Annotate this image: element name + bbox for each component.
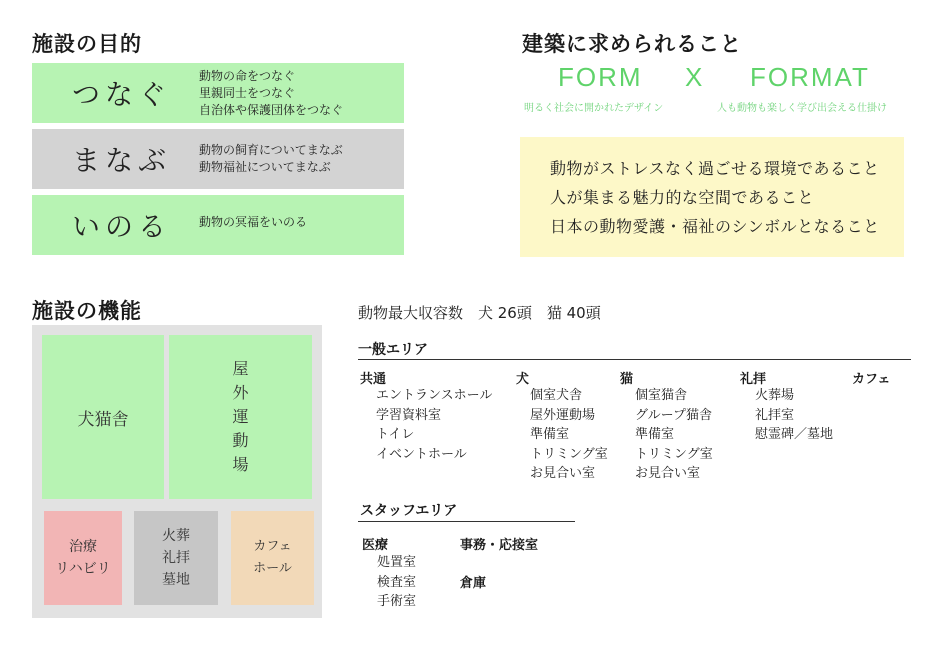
purpose-lines: [199, 68, 343, 119]
column-head-cafe: カフェ: [852, 372, 891, 387]
purpose-lines: [199, 142, 343, 176]
list-item: お見合い室: [530, 466, 596, 481]
list-item: 個室猫舎: [635, 388, 688, 403]
purpose-word: いのる: [72, 210, 172, 243]
room-medical: [44, 511, 122, 605]
room-memorial: [134, 511, 218, 605]
purpose-line: 動物の飼育についてまなぶ: [199, 143, 343, 157]
room-label: カフェ: [253, 539, 292, 554]
column-head-common: 共通: [360, 372, 387, 387]
list-item: お見合い室: [635, 466, 701, 481]
column-head-dog: 犬: [516, 372, 530, 387]
purpose-line: 自治体や保護団体をつなぐ: [199, 103, 344, 117]
room-dog-cat-house: [42, 335, 164, 499]
room-outdoor-exercise: [169, 335, 312, 499]
room-label-char: 場: [232, 455, 249, 474]
room-label-char: 屋: [232, 359, 249, 378]
list-item: 学習資料室: [376, 407, 442, 423]
column-head-medical: 医療: [362, 538, 389, 553]
list-item: グループ猫舎: [635, 407, 712, 423]
purpose-lines: [199, 214, 307, 231]
room-label-char: 運: [232, 407, 249, 426]
staff-area-title: スタッフエリア: [360, 503, 458, 519]
list-item: イベントホール: [376, 446, 467, 462]
column-list-dog: [530, 386, 608, 484]
column-head-cat: 猫: [620, 372, 634, 387]
room-label: 礼拝: [162, 550, 190, 566]
room-label: ホール: [253, 561, 292, 576]
requirement-line: 人が集まる魅力的な空間であること: [550, 188, 815, 207]
list-item: エントランスホール: [376, 388, 493, 403]
room-label: 治療: [69, 539, 97, 555]
form-heading: FORM: [558, 62, 643, 92]
column-list-worship: [755, 386, 833, 445]
list-item: 処置室: [377, 555, 417, 570]
list-item: 屋外運動場: [530, 407, 596, 423]
function-title: 施設の機能: [32, 299, 142, 323]
format-caption: 人も動物も楽しく学び出会える仕掛け: [717, 103, 887, 114]
list-item: 礼拝室: [755, 407, 795, 423]
purpose-card-inoru: [32, 195, 404, 255]
list-item: 個室犬舎: [530, 388, 583, 403]
purpose-word: つなぐ: [72, 78, 172, 111]
list-item: トリミング室: [635, 446, 713, 462]
concept-title: 建築に求められること: [522, 32, 742, 56]
list-item: トリミング室: [530, 446, 608, 462]
form-caption: 明るく社会に開かれたデザイン: [524, 103, 664, 114]
requirement-line: 動物がストレスなく過ごせる環境であること: [550, 159, 880, 178]
column-list-cat: [635, 386, 713, 484]
capacity-text: 動物最大収容数 犬 26頭 猫 40頭: [358, 304, 601, 322]
list-item: 火葬場: [755, 388, 795, 403]
purpose-word: まなぶ: [72, 144, 172, 177]
room-label-char: 外: [232, 383, 249, 402]
purpose-line: 動物の冥福をいのる: [199, 215, 308, 229]
column-head-office: 事務・応接室: [460, 538, 539, 553]
room-cafe-hall: [231, 511, 314, 605]
purpose-card-manabu: [32, 129, 404, 189]
list-item: 準備室: [635, 427, 675, 442]
room-label: 火葬: [162, 528, 190, 544]
column-head-worship: 礼拝: [740, 372, 767, 387]
purpose-title: 施設の目的: [32, 32, 142, 56]
purpose-line: 動物福祉についてまなぶ: [199, 160, 331, 174]
list-item: 準備室: [530, 427, 570, 442]
list-item: トイレ: [376, 427, 415, 442]
cross-mark: X: [685, 62, 705, 92]
purpose-line: 里親同士をつなぐ: [199, 86, 296, 100]
list-item: 慰霊碑／墓地: [755, 427, 834, 442]
column-list-medical: [377, 553, 416, 612]
room-label-char: 動: [232, 431, 249, 450]
column-head-storage: 倉庫: [460, 576, 487, 591]
staff-area-divider: [358, 521, 575, 522]
requirement-line: 日本の動物愛護・福祉のシンボルとなること: [550, 217, 880, 236]
requirements-box: [520, 137, 904, 257]
list-item: 検査室: [377, 574, 417, 590]
purpose-line: 動物の命をつなぐ: [199, 69, 296, 83]
format-heading: FORMAT: [750, 62, 870, 92]
general-area-title: 一般エリア: [358, 342, 428, 358]
room-label: リハビリ: [55, 561, 111, 577]
purpose-card-tsunagu: [32, 63, 404, 123]
list-item: 手術室: [377, 594, 417, 609]
room-label: 犬猫舎: [77, 409, 129, 430]
room-label-vertical: [232, 357, 248, 477]
column-list-common: [376, 386, 492, 464]
general-area-divider: [358, 359, 911, 360]
room-label: 墓地: [162, 572, 190, 588]
